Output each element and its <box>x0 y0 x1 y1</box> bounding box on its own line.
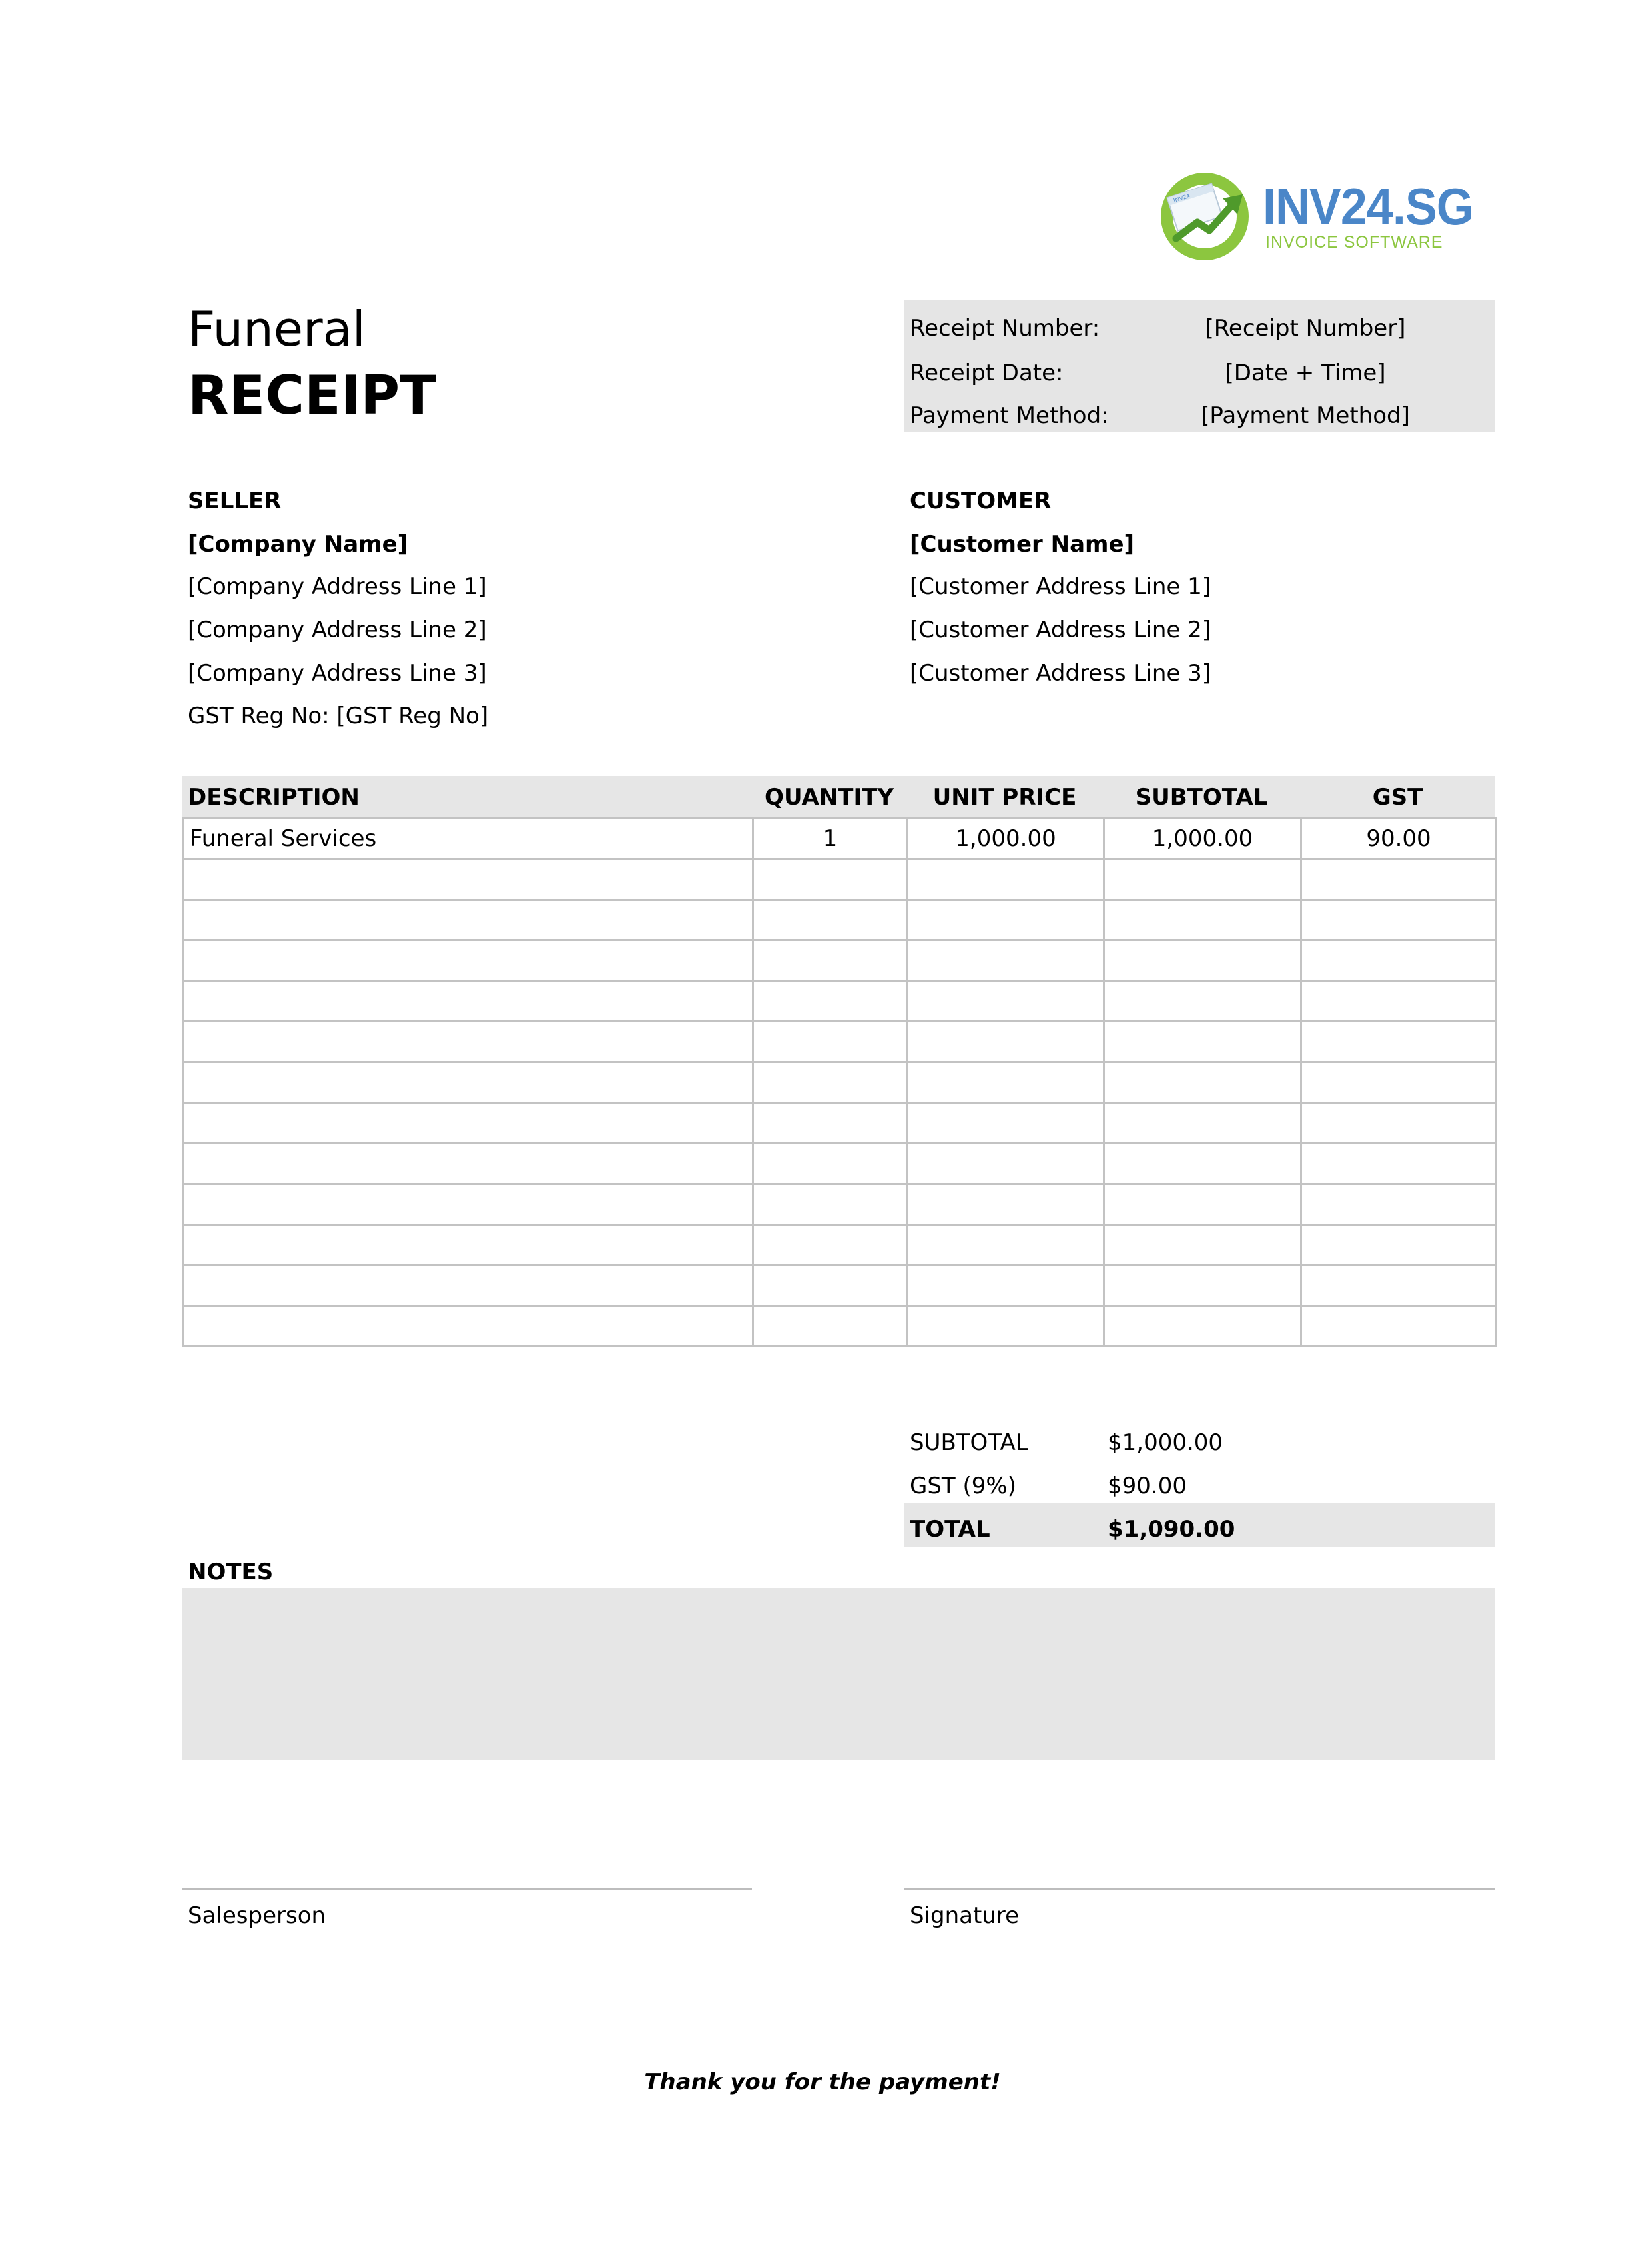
table-row <box>184 1062 1496 1103</box>
table-row <box>184 941 1496 981</box>
cell-gst <box>1301 1022 1496 1062</box>
cell-unit-price <box>908 1062 1104 1103</box>
salesperson-signature-line <box>182 1888 752 1890</box>
cell-description <box>184 1022 753 1062</box>
payment-method-label: Payment Method: <box>910 402 1109 429</box>
cell-quantity <box>753 981 908 1022</box>
document-subtitle: Funeral <box>188 301 366 357</box>
subtotal-label: SUBTOTAL <box>910 1429 1028 1456</box>
cell-unit-price <box>908 1103 1104 1144</box>
table-row <box>184 819 1496 859</box>
cell-unit-price: 1,000.00 <box>908 819 1104 859</box>
cell-unit-price <box>908 1266 1104 1306</box>
receipt-date-value: [Date + Time] <box>1225 360 1386 386</box>
notes-heading: NOTES <box>188 1559 274 1585</box>
cell-subtotal <box>1104 941 1301 981</box>
cell-gst <box>1301 1103 1496 1144</box>
seller-heading: SELLER <box>188 488 282 514</box>
cell-gst <box>1301 1184 1496 1225</box>
cell-quantity <box>753 900 908 941</box>
total-label: TOTAL <box>910 1516 990 1543</box>
table-row <box>184 859 1496 900</box>
cell-gst <box>1301 859 1496 900</box>
cell-quantity <box>753 1022 908 1062</box>
cell-gst <box>1301 1225 1496 1266</box>
cell-unit-price <box>908 981 1104 1022</box>
signature-line <box>904 1888 1495 1890</box>
cell-subtotal <box>1104 1184 1301 1225</box>
cell-gst <box>1301 1306 1496 1347</box>
gst-value: $90.00 <box>1108 1473 1187 1499</box>
cell-subtotal <box>1104 1062 1301 1103</box>
column-header-subtotal: SUBTOTAL <box>1135 784 1268 811</box>
customer-address-line-2: [Customer Address Line 2] <box>910 617 1211 643</box>
cell-quantity <box>753 941 908 981</box>
cell-unit-price <box>908 941 1104 981</box>
seller-address-line-3: [Company Address Line 3] <box>188 660 487 687</box>
cell-unit-price <box>908 1225 1104 1266</box>
cell-description <box>184 1062 753 1103</box>
table-row <box>184 1306 1496 1347</box>
document-title: RECEIPT <box>188 364 436 426</box>
cell-gst <box>1301 981 1496 1022</box>
items-table-header <box>182 776 1495 817</box>
cell-subtotal <box>1104 1144 1301 1184</box>
cell-quantity <box>753 1306 908 1347</box>
cell-quantity <box>753 1062 908 1103</box>
cell-subtotal <box>1104 1225 1301 1266</box>
cell-description <box>184 1225 753 1266</box>
cell-quantity <box>753 859 908 900</box>
payment-method-value: [Payment Method] <box>1201 402 1410 429</box>
cell-gst <box>1301 1062 1496 1103</box>
cell-unit-price <box>908 1184 1104 1225</box>
cell-quantity <box>753 1225 908 1266</box>
column-header-description: DESCRIPTION <box>188 784 360 811</box>
cell-gst: 90.00 <box>1301 819 1496 859</box>
table-row <box>184 981 1496 1022</box>
cell-unit-price <box>908 1144 1104 1184</box>
receipt-date-label: Receipt Date: <box>910 360 1064 386</box>
cell-description <box>184 1306 753 1347</box>
cell-subtotal <box>1104 1266 1301 1306</box>
customer-heading: CUSTOMER <box>910 488 1052 514</box>
table-row <box>184 1144 1496 1184</box>
cell-subtotal <box>1104 900 1301 941</box>
signature-label: Signature <box>910 1902 1020 1929</box>
logo-ticket-text: INV24 <box>1172 192 1191 204</box>
salesperson-label: Salesperson <box>188 1902 326 1929</box>
cell-description <box>184 900 753 941</box>
table-row <box>184 1184 1496 1225</box>
cell-quantity <box>753 1144 908 1184</box>
cell-subtotal <box>1104 1022 1301 1062</box>
subtotal-value: $1,000.00 <box>1108 1429 1223 1456</box>
table-row <box>184 1225 1496 1266</box>
cell-gst <box>1301 1144 1496 1184</box>
cell-description: Funeral Services <box>184 819 753 859</box>
cell-unit-price <box>908 1022 1104 1062</box>
cell-description <box>184 981 753 1022</box>
cell-description <box>184 1103 753 1144</box>
logo-tagline: INVOICE SOFTWARE <box>1265 233 1443 252</box>
items-table <box>182 817 1497 1347</box>
cell-gst <box>1301 941 1496 981</box>
receipt-number-label: Receipt Number: <box>910 315 1100 342</box>
customer-address-line-1: [Customer Address Line 1] <box>910 573 1211 600</box>
seller-gst-reg: GST Reg No: [GST Reg No] <box>188 703 489 729</box>
cell-quantity <box>753 1266 908 1306</box>
table-row <box>184 1022 1496 1062</box>
cell-description <box>184 1266 753 1306</box>
customer-name: [Customer Name] <box>910 531 1135 558</box>
cell-description <box>184 941 753 981</box>
cell-gst <box>1301 900 1496 941</box>
company-logo <box>1157 167 1477 266</box>
cell-quantity <box>753 1103 908 1144</box>
seller-company-name: [Company Name] <box>188 531 408 558</box>
logo-mark-icon <box>1157 169 1252 264</box>
table-row <box>184 1103 1496 1144</box>
gst-label: GST (9%) <box>910 1473 1016 1499</box>
cell-subtotal <box>1104 1103 1301 1144</box>
table-row <box>184 900 1496 941</box>
cell-subtotal <box>1104 1306 1301 1347</box>
cell-gst <box>1301 1266 1496 1306</box>
column-header-unit-price: UNIT PRICE <box>932 784 1077 811</box>
cell-description <box>184 859 753 900</box>
cell-subtotal: 1,000.00 <box>1104 819 1301 859</box>
customer-address-line-3: [Customer Address Line 3] <box>910 660 1211 687</box>
cell-unit-price <box>908 1306 1104 1347</box>
cell-description <box>184 1184 753 1225</box>
table-row <box>184 1266 1496 1306</box>
cell-description <box>184 1144 753 1184</box>
column-header-quantity: QUANTITY <box>765 784 894 811</box>
cell-subtotal <box>1104 859 1301 900</box>
notes-area[interactable] <box>182 1588 1495 1760</box>
cell-quantity <box>753 1184 908 1225</box>
column-header-gst: GST <box>1372 784 1423 811</box>
total-value: $1,090.00 <box>1108 1516 1235 1543</box>
seller-address-line-1: [Company Address Line 1] <box>188 573 487 600</box>
logo-name: INV24.SG <box>1263 177 1473 236</box>
receipt-number-value: [Receipt Number] <box>1205 315 1406 342</box>
thank-you-message: Thank you for the payment! <box>644 2069 1001 2095</box>
seller-address-line-2: [Company Address Line 2] <box>188 617 487 643</box>
cell-unit-price <box>908 900 1104 941</box>
cell-subtotal <box>1104 981 1301 1022</box>
cell-unit-price <box>908 859 1104 900</box>
cell-quantity: 1 <box>753 819 908 859</box>
